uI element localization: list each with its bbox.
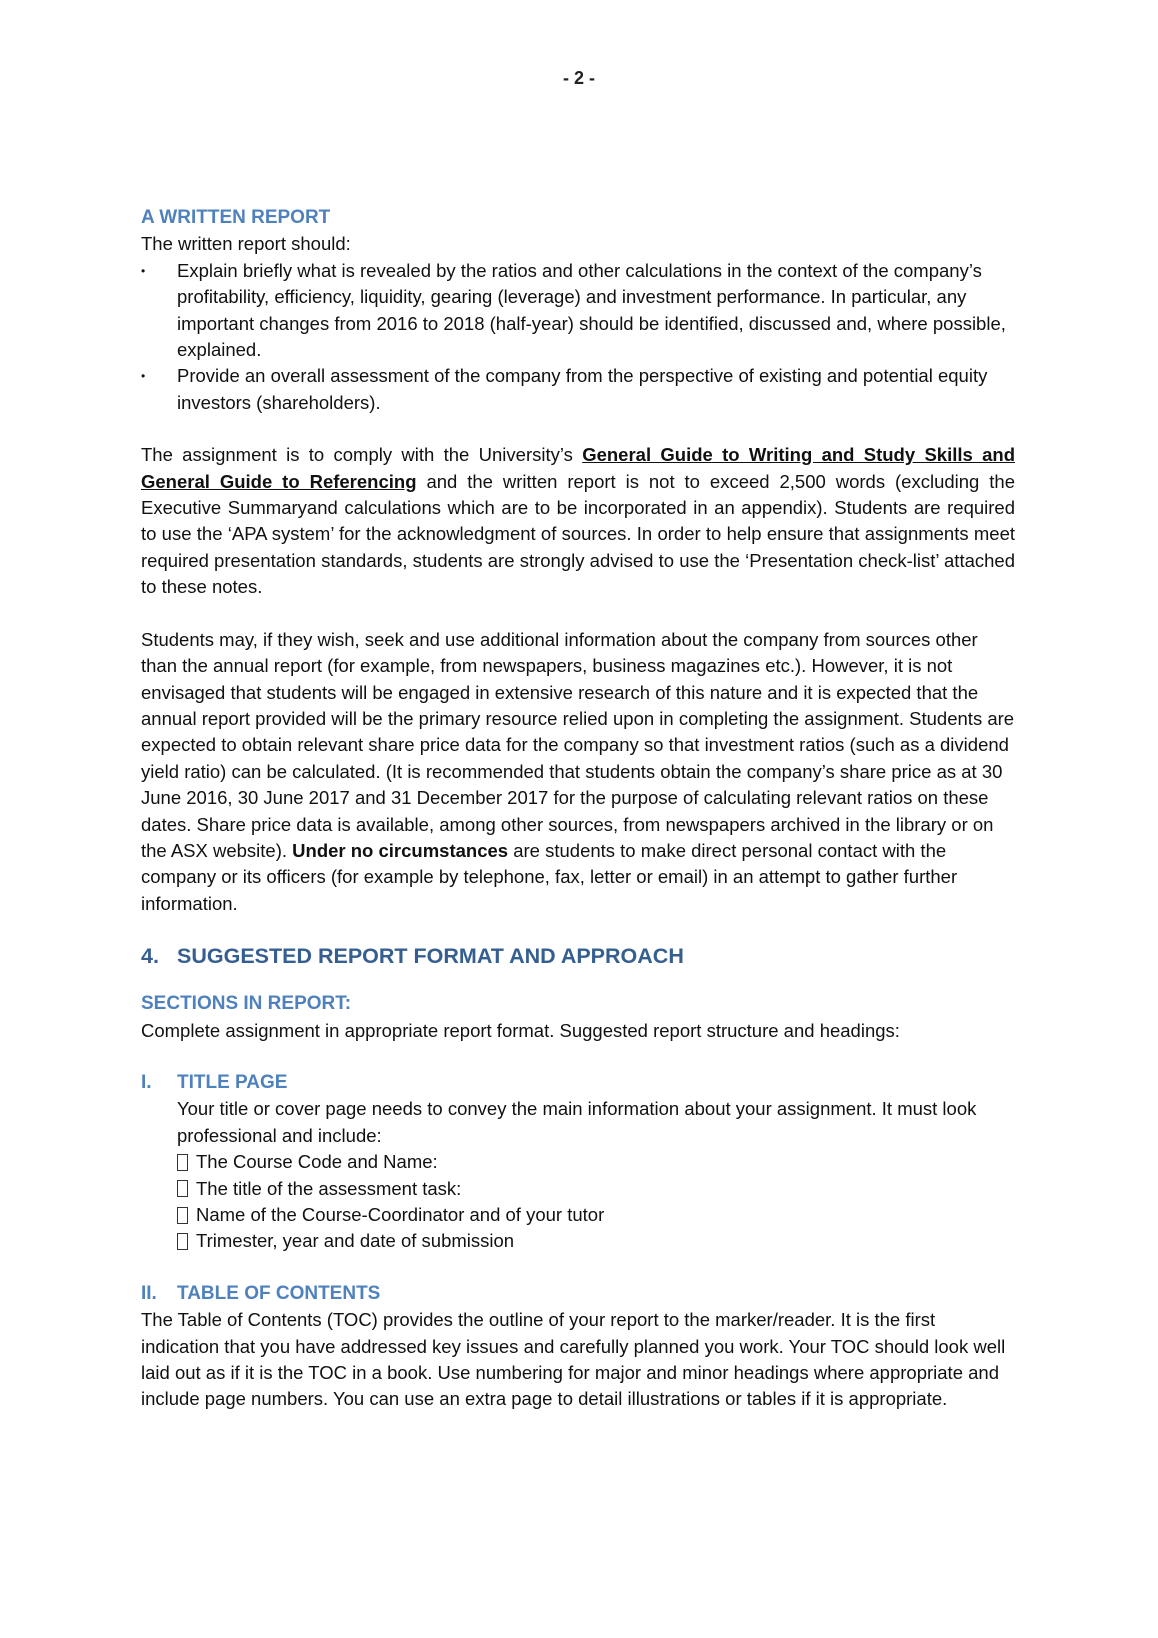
checkbox-glyph-icon bbox=[177, 1207, 188, 1224]
section-4-number: 4. bbox=[141, 944, 159, 969]
list-item bbox=[177, 1149, 1015, 1175]
list-item-text: The Course Code and Name: bbox=[196, 1151, 438, 1173]
section-4-heading bbox=[141, 941, 1015, 971]
bullet-text: Explain briefly what is revealed by the ratios and other calculations in the context of the company’s profitability, efficiency, liquidity, gearing (leverage) and investment performance. In particular, any important changes from 2016 to 2018 (half-year) should be identified, discussed and, where possible, explained. bbox=[177, 259, 1006, 361]
checkbox-glyph-icon bbox=[177, 1154, 188, 1171]
list-item-text: Trimester, year and date of submission bbox=[196, 1230, 515, 1252]
additional-info-paragraph bbox=[141, 627, 1015, 917]
written-report-heading: A WRITTEN REPORT bbox=[141, 207, 331, 228]
bullet-icon: • bbox=[141, 263, 146, 278]
title-page-text: Your title or cover page needs to convey the main information about your assignment. It must look professional and include: bbox=[177, 1098, 977, 1146]
list-item bbox=[177, 1202, 1015, 1228]
compliance-text-after: and the written report is not to exceed 2,500 words (excluding the Executive Summaryand calculations which are to be incorporated in an appendix). Students are required to use the ‘APA system’ for the acknowledgment of sources. In order to help ensure that assignments meet required presentation standards, students are strongly advised to use the ‘Presentation check-list’ attached to these notes. bbox=[141, 470, 1015, 598]
list-item bbox=[177, 1228, 1015, 1254]
list-item-text: The title of the assessment task: bbox=[196, 1177, 462, 1199]
bullet-text: Provide an overall assessment of the company from the perspective of existing and potential equity investors (shareholders). bbox=[177, 365, 988, 413]
page-number: - 2 - bbox=[562, 68, 595, 88]
toc-title: TABLE OF CONTENTS bbox=[177, 1282, 381, 1304]
toc-section bbox=[141, 1281, 1015, 1413]
title-page-number: I. bbox=[141, 1071, 152, 1093]
compliance-paragraph bbox=[141, 442, 1015, 600]
list-item bbox=[177, 1176, 1015, 1202]
written-report-intro: The written report should: bbox=[141, 233, 351, 255]
title-page-body bbox=[141, 1096, 1015, 1254]
title-page-title: TITLE PAGE bbox=[177, 1071, 288, 1093]
checkbox-glyph-icon bbox=[177, 1233, 188, 1250]
section-4-title: SUGGESTED REPORT FORMAT AND APPROACH bbox=[177, 944, 684, 969]
bullet-item bbox=[141, 363, 1015, 416]
sections-in-report-text: Complete assignment in appropriate report format. Suggested report structure and headings: bbox=[141, 1019, 900, 1041]
page-content bbox=[141, 205, 1015, 1413]
additional-info-text-before: Students may, if they wish, seek and use additional information about the company from sources other than the annual report (for example, from newspapers, business magazines etc.). However, it is not envisaged that students will be engaged in extensive research of this nature and it is expected that the annual report provided will be the primary resource relied upon in completing the assignment. Students are expected to obtain relevant share price data for the company so that investment ratios (such as a dividend yield ratio) can be calculated. (It is recommended that students obtain the company’s share price as at 30 June 2016, 30 June 2017 and 31 December 2017 for the purpose of calculating relevant ratios on these dates. Share price data is available, among other sources, from newspapers archived in the library or on the ASX website). bbox=[141, 628, 1015, 861]
title-page-section bbox=[141, 1070, 1015, 1255]
bullet-icon: • bbox=[141, 369, 146, 384]
written-report-section bbox=[141, 205, 1015, 416]
sections-in-report-heading: SECTIONS IN REPORT: bbox=[141, 993, 352, 1015]
bullet-item bbox=[141, 258, 1015, 364]
written-report-bullets bbox=[141, 258, 1015, 416]
toc-text: The Table of Contents (TOC) provides the outline of your report to the marker/reader. It is the first indication that you have addressed key issues and carefully planned you work. Your TOC should look well laid out as if it is the TOC in a book. Use numbering for major and minor headings where appropriate and include page numbers. You can use an extra page to detail illustrations or tables if it is appropriate. bbox=[141, 1309, 1006, 1410]
additional-info-text-after: are students to make direct personal contact with the company or its officers (for example by telephone, fax, letter or email) in an attempt to gather further information. bbox=[141, 839, 958, 914]
list-item-text: Name of the Course-Coordinator and of your tutor bbox=[196, 1204, 605, 1225]
checkbox-glyph-icon bbox=[177, 1180, 188, 1197]
additional-info-bold: Under no circumstances bbox=[292, 839, 509, 861]
title-page-heading bbox=[141, 1070, 1015, 1096]
writing-guide-link[interactable]: General Guide to Writing and Study Skills and General Guide to Referencing bbox=[141, 444, 1015, 492]
toc-number: II. bbox=[141, 1282, 157, 1304]
compliance-text-before: The assignment is to comply with the University’s bbox=[141, 444, 583, 466]
toc-heading bbox=[141, 1281, 1015, 1307]
